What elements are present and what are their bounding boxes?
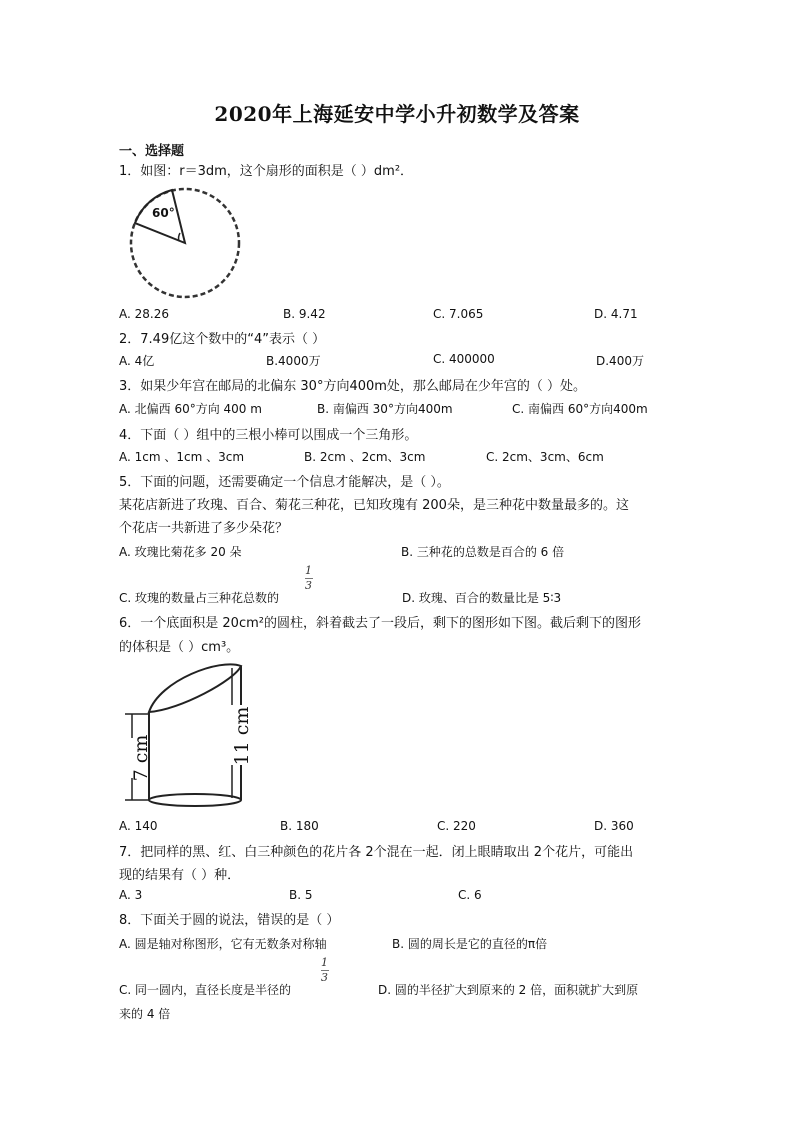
q5-fraction-numerator: 1 (305, 564, 312, 577)
q5-option-d: D. 玫瑰、百合的数量比是 5∶3 (402, 591, 562, 605)
q6-option-d: D. 360 (594, 819, 634, 833)
q8-fraction-numerator: 1 (321, 956, 328, 969)
q2-option-a: A. 4亿 (119, 354, 155, 368)
section-heading: 一、选择题 (119, 144, 185, 159)
cylinder-base (149, 794, 241, 806)
q5-option-a: A. 玫瑰比菊花多 20 朵 (119, 545, 242, 559)
q7-option-a: A. 3 (119, 888, 143, 902)
q8-option-d-continued: 来的 4 倍 (119, 1007, 171, 1021)
q4-option-b: B. 2cm 、2cm、3cm (304, 450, 426, 464)
q2-option-b: B.4000万 (266, 354, 321, 368)
question-6-line-2: 的体积是（ ）cm³。 (119, 640, 240, 655)
q1-option-d: D. 4.71 (594, 307, 638, 321)
short-height-label: 7 cm (130, 734, 152, 782)
q5-option-b: B. 三种花的总数是百合的 6 倍 (401, 545, 565, 559)
question-5-line-3: 个花店一共新进了多少朵花？ (119, 521, 289, 536)
q3-option-b: B. 南偏西 30°方向400m (317, 402, 453, 416)
q3-option-a: A. 北偏西 60°方向 400 m (119, 402, 262, 416)
q7-option-c: C. 6 (458, 888, 482, 902)
q2-option-c: C. 400000 (433, 352, 495, 366)
question-5-line-2: 某花店新进了玫瑰、百合、菊花三种花，已知玫瑰有 200朵，是三种花中数量最多的。这 (119, 498, 629, 513)
q6-option-b: B. 180 (280, 819, 319, 833)
page-title: 2020年上海延安中学小升初数学及答案 (214, 102, 580, 126)
slanted-top (149, 664, 241, 712)
sector-angle-label: 60° (152, 206, 175, 220)
q8-fraction (321, 958, 329, 983)
angle-arc (179, 233, 180, 241)
question-4-text: 4．下面（ ）组中的三根小棒可以围成一个三角形。 (119, 428, 418, 443)
q8-option-b: B. 圆的周长是它的直径的π倍 (392, 937, 548, 951)
q5-fraction (305, 566, 313, 591)
question-7-text: 7．把同样的黑、红、白三种颜色的花片各 2个混在一起．闭上眼睛取出 2个花片，可能出 (119, 845, 634, 860)
q3-option-c: C. 南偏西 60°方向400m (512, 402, 648, 416)
q2-option-d: D.400万 (596, 354, 644, 368)
q4-option-c: C. 2cm、3cm、6cm (486, 450, 604, 464)
question-5-text: 5．下面的问题，还需要确定一个信息才能解决，是（ ）。 (119, 475, 450, 490)
question-1-text: 1．如图：r＝3dm，这个扇形的面积是（ ）dm²． (119, 164, 414, 179)
question-2-text: 2．7.49亿这个数中的“4”表示（ ） (119, 332, 326, 347)
q1-option-b: B. 9.42 (283, 307, 326, 321)
question-6-text: 6．一个底面积是 20cm²的圆柱，斜着截去了一段后，剩下的图形如下图。截后剩下的图形 (119, 616, 641, 631)
question-7-line-2: 现的结果有（ ）种． (119, 868, 241, 883)
question-8-text: 8．下面关于圆的说法，错误的是（ ） (119, 913, 340, 928)
q1-option-c: C. 7.065 (433, 307, 484, 321)
q8-option-c: C. 同一圆内，直径长度是半径的 (119, 983, 292, 997)
q1-option-a: A. 28.26 (119, 307, 169, 321)
q4-option-a: A. 1cm 、1cm 、3cm (119, 450, 245, 464)
q7-option-b: B. 5 (289, 888, 313, 902)
q6-option-a: A. 140 (119, 819, 158, 833)
q6-option-c: C. 220 (437, 819, 476, 833)
question-3-text: 3．如果少年宫在邮局的北偏东 30°方向400m处，那么邮局在少年宫的（ ）处。 (119, 379, 587, 394)
q8-option-a: A. 圆是轴对称图形，它有无数条对称轴 (119, 937, 327, 951)
cut-cylinder-figure (120, 660, 260, 810)
q5-option-c: C. 玫瑰的数量占三种花总数的 (119, 591, 280, 605)
q5-fraction-denominator: 3 (305, 579, 312, 592)
sector-figure (120, 185, 250, 301)
q8-fraction-denominator: 3 (321, 971, 328, 984)
tall-height-label: 11 cm (231, 706, 253, 766)
q8-option-d: D. 圆的半径扩大到原来的 2 倍，面积就扩大到原 (378, 983, 639, 997)
